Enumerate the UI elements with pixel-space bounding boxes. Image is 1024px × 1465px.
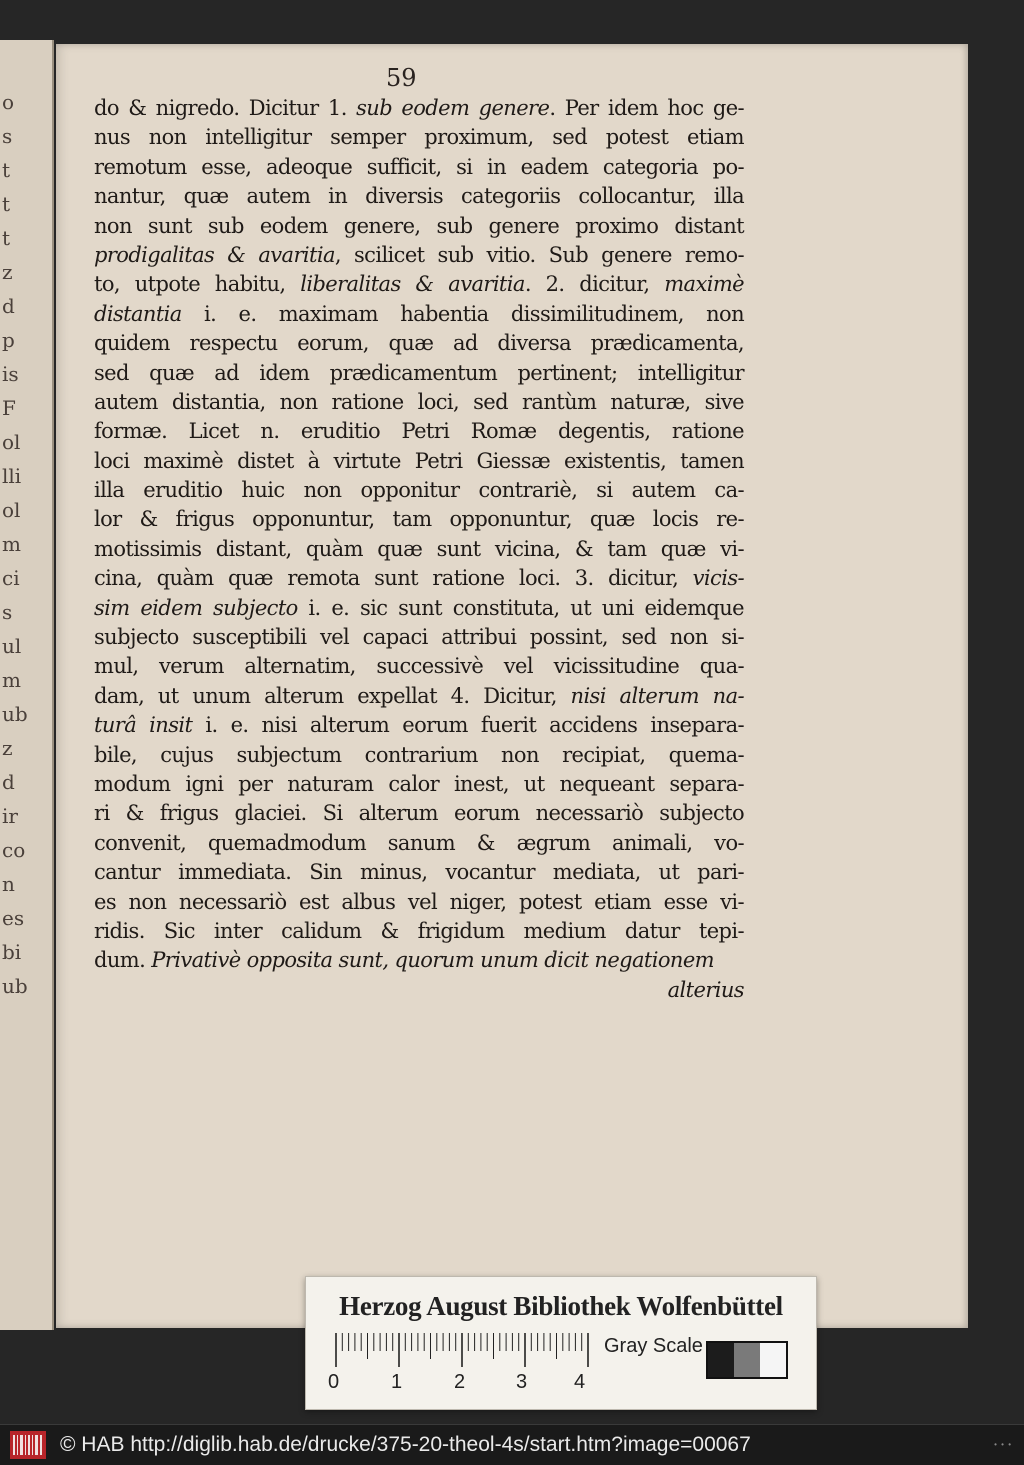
text-segment: motissimis distant, quàm quæ sunt vicina, & tam quæ vi- (94, 536, 744, 561)
text-segment: i. e. maximam habentia dissimilitudinem, non (181, 301, 744, 326)
text-segment: illa eruditio huic non opponitur contrariè, si autem ca- (94, 478, 744, 503)
italic-segment: liberalitas & avaritia (300, 272, 525, 297)
copyright-url-text[interactable]: © HAB http://diglib.hab.de/drucke/375-20-theol-4s/start.htm?image=00067 (60, 1433, 751, 1456)
facing-page-fragment: m (2, 668, 21, 692)
gray-swatch-mid (734, 1343, 760, 1377)
facing-page-fragment: lli (2, 464, 22, 488)
gray-scale-swatches (706, 1341, 788, 1379)
ruler-number: 2 (454, 1371, 466, 1393)
text-line (94, 447, 744, 476)
text-line (94, 300, 744, 329)
text-line (94, 799, 744, 828)
text-segment: ri & frigus glaciei. Si alterum eorum necessariò subjecto (94, 801, 744, 826)
ruler-number: 0 (328, 1371, 340, 1393)
text-line (94, 564, 744, 593)
text-line (94, 770, 744, 799)
text-segment: lor & frigus opponuntur, tam opponuntur, quæ locis re- (94, 507, 744, 532)
text-segment: nantur, quæ autem in diversis categoriis collocantur, illa (94, 184, 744, 209)
text-segment: formæ. Licet n. eruditio Petri Romæ degentis, ratione (94, 419, 744, 444)
text-segment: do & nigredo. Dicitur 1. (94, 96, 357, 120)
ruler-number: 3 (516, 1371, 528, 1393)
text-segment: dum. (94, 948, 152, 973)
italic-segment: nisi alterum na- (570, 683, 744, 708)
text-line (94, 652, 744, 681)
facing-page-fragment: ol (2, 498, 21, 522)
facing-page-fragment: t (2, 158, 11, 182)
facing-page-fragment: d (2, 770, 15, 794)
facing-page-fragment: m (2, 532, 21, 556)
text-segment: i. e. nisi alterum eorum fuerit accidens insepara- (192, 713, 744, 738)
text-line (94, 94, 744, 123)
status-dots: • • • (994, 1440, 1012, 1449)
library-name: Herzog August Bibliothek Wolfenbüttel (339, 1291, 783, 1321)
facing-page-fragment: t (2, 192, 11, 216)
text-line (94, 241, 744, 270)
gray-swatch-dark (708, 1343, 734, 1377)
text-line (94, 682, 744, 711)
text-line (94, 270, 744, 299)
facing-page-fragment: ul (2, 634, 22, 658)
text-segment: ridis. Sic inter calidum & frigidum medium datur tepi- (94, 918, 744, 943)
gray-scale-card (305, 1276, 817, 1410)
text-segment: , scilicet sub vitio. Sub genere remo- (334, 242, 744, 267)
page-number: 59 (386, 64, 417, 92)
text-line (94, 476, 744, 505)
facing-page-fragment: F (2, 396, 16, 420)
book-page (56, 44, 968, 1328)
text-segment: to, utpote habitu, (94, 272, 301, 297)
text-segment: dam, ut unum alterum expellat 4. Dicitur, (94, 683, 571, 708)
text-segment: loci maximè distet à virtute Petri Giessæ existentis, tamen (94, 448, 744, 473)
facing-page-fragment: ub (2, 974, 28, 998)
text-line (94, 153, 744, 182)
text-segment: convenit, quemadmodum sanum & ægrum animali, vo- (94, 830, 744, 855)
text-line (94, 917, 744, 946)
italic-segment: Privativè opposita sunt, quorum unum dicit negationem (151, 948, 714, 973)
text-segment: subjecto susceptibili vel capaci attribui possint, sed non si- (94, 625, 744, 650)
text-segment: bile, cujus subjectum contrarium non recipiat, quema- (94, 742, 744, 767)
facing-page-fragment: ci (2, 566, 20, 590)
facing-page-fragment: z (2, 260, 13, 284)
text-line (94, 329, 744, 358)
ruler-number: 1 (391, 1371, 403, 1393)
facing-page-fragment: ol (2, 430, 21, 454)
text-segment: sed quæ ad idem prædicamentum pertinent; intelligitur (94, 360, 744, 385)
text-segment: cantur immediata. Sin minus, vocantur mediata, ut pari- (94, 860, 744, 885)
gray-scale-label: Gray Scale (604, 1335, 703, 1357)
text-line (94, 182, 744, 211)
text-line (94, 505, 744, 534)
facing-page-fragment: es (2, 906, 25, 930)
text-line (94, 829, 744, 858)
text-line (94, 535, 744, 564)
text-segment: mul, verum alternatim, successivè vel vicissitudine qua- (94, 654, 744, 679)
page-text (94, 94, 744, 1005)
facing-page-fragment: s (2, 600, 13, 624)
facing-page-fragment: s (2, 124, 13, 148)
text-line (94, 417, 744, 446)
italic-segment: distantia (94, 301, 182, 326)
text-line (94, 212, 744, 241)
text-line (94, 711, 744, 740)
facing-page-fragment: p (2, 328, 15, 352)
text-line (94, 359, 744, 388)
text-line (94, 123, 744, 152)
text-segment: nus non intelligitur semper proximum, sed potest etiam (94, 125, 744, 150)
text-line (94, 623, 744, 652)
facing-page-fragment: z (2, 736, 13, 760)
text-segment: es non necessariò est albus vel niger, potest etiam esse vi- (94, 889, 744, 914)
measurement-ruler (334, 1331, 594, 1369)
text-segment: remotum esse, adeoque sufficit, si in eadem categoria po- (94, 154, 744, 179)
text-segment: autem distantia, non ratione loci, sed rantùm naturæ, sive (94, 389, 744, 414)
italic-segment: sim eidem subjecto (94, 595, 298, 620)
facing-page-fragment: is (2, 362, 19, 386)
text-segment: quidem respectu eorum, quæ ad diversa prædicamenta, (94, 331, 744, 356)
italic-segment: sub eodem genere (356, 96, 550, 120)
text-line (94, 388, 744, 417)
facing-page-fragment: ub (2, 702, 28, 726)
text-segment: cina, quàm quæ remota sunt ratione loci. 3. dicitur, (94, 566, 693, 591)
italic-segment: vicis- (692, 566, 744, 591)
text-segment: non sunt sub eodem genere, sub genere proximo distant (94, 213, 744, 238)
text-line (94, 888, 744, 917)
facing-page-fragment: n (2, 872, 15, 896)
ruler-number: 4 (574, 1371, 586, 1393)
facing-page-fragment: d (2, 294, 15, 318)
facing-page-fragment: o (2, 90, 15, 114)
text-line (94, 946, 744, 975)
facing-page-fragment: ir (2, 804, 18, 828)
facing-page-fragment: co (2, 838, 26, 862)
text-line (94, 741, 744, 770)
text-line (94, 594, 744, 623)
facing-page-fragment: bi (2, 940, 22, 964)
text-segment: . 2. dicitur, (524, 272, 665, 297)
gray-swatch-light (760, 1343, 786, 1377)
text-line (94, 858, 744, 887)
text-segment: modum igni per naturam calor inest, ut nequeant separa- (94, 771, 744, 796)
text-segment: . Per idem hoc ge- (549, 96, 745, 120)
catchword: alterius (667, 977, 744, 1002)
status-bar (0, 1424, 1024, 1465)
italic-segment: maximè (664, 272, 744, 297)
italic-segment: turâ insit (94, 713, 193, 738)
facing-page-edge (0, 40, 54, 1330)
facing-page-fragment: t (2, 226, 11, 250)
italic-segment: prodigalitas & avaritia (94, 242, 335, 267)
text-segment: i. e. sic sunt constituta, ut uni eidemque (297, 595, 744, 620)
hab-barcode-logo-icon[interactable] (10, 1431, 46, 1459)
